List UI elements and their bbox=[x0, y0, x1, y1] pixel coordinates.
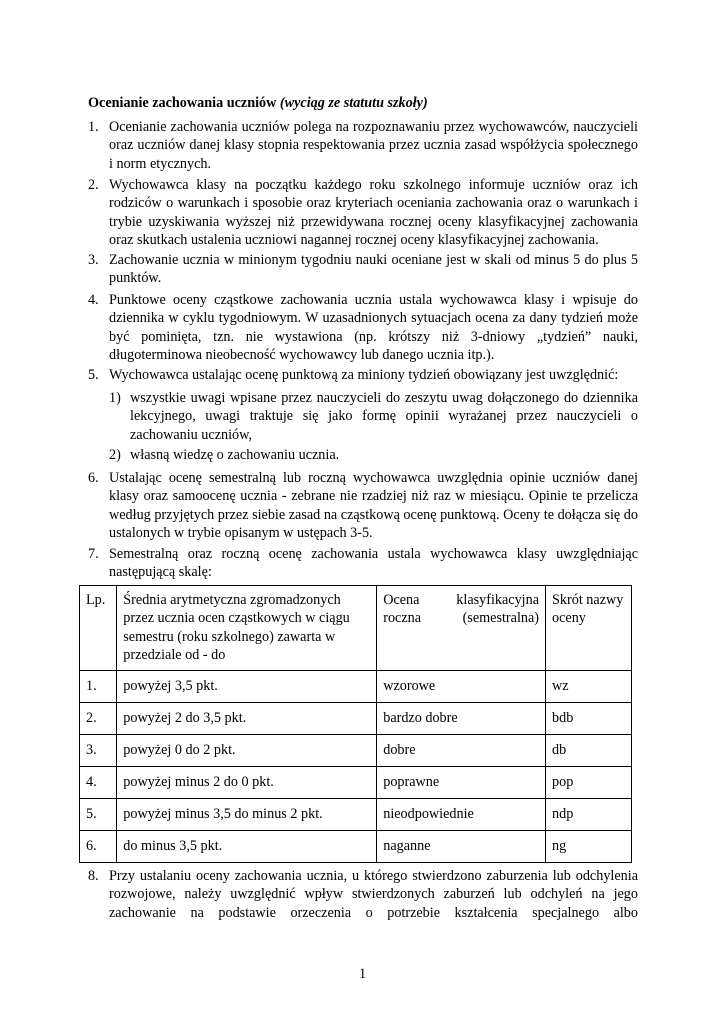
page-number: 1 bbox=[358, 966, 367, 982]
table-row bbox=[80, 830, 632, 862]
cell-grade: bardzo dobre bbox=[377, 702, 546, 734]
cell-range: powyżej 3,5 pkt. bbox=[117, 670, 377, 702]
sub-list-item bbox=[109, 389, 638, 444]
item-number: 3. bbox=[88, 252, 99, 268]
item-text: Przy ustalaniu oceny zachowania ucznia, u którego stwierdzono zaburzenia lub odchylenia rozwojowe, należy uwzględnić wpływ stwierdzonych zaburzeń lub odchyleń na jego zachowanie na podstawie orzeczenia o potrzebie kształcenia specjalnego albo bbox=[109, 868, 638, 921]
table-row bbox=[80, 734, 632, 766]
item-number: 7. bbox=[88, 546, 99, 562]
item-number: 6. bbox=[88, 470, 99, 486]
list-item bbox=[88, 867, 638, 922]
sub-item-number: 1) bbox=[109, 390, 121, 406]
item-number: 4. bbox=[88, 292, 99, 308]
cell-abbrev: ndp bbox=[546, 798, 632, 830]
table-row bbox=[80, 798, 632, 830]
sub-item-text: własną wiedzę o zachowaniu ucznia. bbox=[130, 447, 340, 463]
item-number: 2. bbox=[88, 177, 99, 193]
sub-list-item bbox=[109, 446, 638, 464]
item-text: Ocenianie zachowania uczniów polega na rozpoznawaniu przez wychowawców, nauczycieli oraz uczniów danej klasy stopnia respektowania przez ucznia zasad współżycia społecznego i norm etycznych. bbox=[109, 119, 638, 172]
cell-lp: 5. bbox=[80, 798, 117, 830]
cell-grade: naganne bbox=[377, 830, 546, 862]
cell-abbrev: pop bbox=[546, 766, 632, 798]
cell-lp: 6. bbox=[80, 830, 117, 862]
header-cell-abbrev: Skrót nazwy oceny bbox=[546, 586, 632, 671]
list-item bbox=[88, 118, 638, 173]
item-text: Punktowe oceny cząstkowe zachowania ucznia ustala wychowawca klasy i wpisuje do dziennika w cyklu tygodniowym. W uzasadnionych sytuacjach ocena za dany tydzień może być pominięta, tzn. nie wystawiona (np. krótszy niż 3-dniowy „tydzień” nauki, długoterminowa nieobecność wychowawcy lub danego ucznia itp.). bbox=[109, 292, 638, 364]
list-item bbox=[88, 176, 638, 250]
list-item bbox=[88, 251, 638, 288]
table-row bbox=[80, 766, 632, 798]
title-main: Ocenianie zachowania uczniów bbox=[88, 95, 277, 111]
item-number: 1. bbox=[88, 119, 99, 135]
cell-grade: wzorowe bbox=[377, 670, 546, 702]
sub-item-text: wszystkie uwagi wpisane przez nauczycieli do zeszytu uwag dołączonego do dziennika lekcyjnego, uwagi traktuje się jako formę opinii wyrażanej przez nauczycieli o zachowaniu uczniów, bbox=[130, 390, 638, 443]
table-header-row bbox=[80, 586, 632, 671]
cell-range: do minus 3,5 pkt. bbox=[117, 830, 377, 862]
item-text: Wychowawca ustalając ocenę punktową za miniony tydzień obowiązany jest uwzględnić: bbox=[109, 367, 619, 383]
cell-lp: 3. bbox=[80, 734, 117, 766]
cell-lp: 1. bbox=[80, 670, 117, 702]
cell-range: powyżej 0 do 2 pkt. bbox=[117, 734, 377, 766]
cell-abbrev: db bbox=[546, 734, 632, 766]
cell-abbrev: wz bbox=[546, 670, 632, 702]
cell-abbrev: bdb bbox=[546, 702, 632, 734]
item-number: 8. bbox=[88, 868, 99, 884]
table-row bbox=[80, 702, 632, 734]
list-item bbox=[88, 469, 638, 543]
list-item bbox=[88, 291, 638, 365]
header-cell-lp: Lp. bbox=[80, 586, 117, 671]
list-item bbox=[88, 366, 638, 384]
cell-range: powyżej 2 do 3,5 pkt. bbox=[117, 702, 377, 734]
item-text: Zachowanie ucznia w minionym tygodniu nauki oceniane jest w skali od minus 5 do plus 5 punktów. bbox=[109, 252, 638, 287]
cell-abbrev: ng bbox=[546, 830, 632, 862]
cell-range: powyżej minus 3,5 do minus 2 pkt. bbox=[117, 798, 377, 830]
table-row bbox=[80, 670, 632, 702]
cell-lp: 4. bbox=[80, 766, 117, 798]
cell-grade: poprawne bbox=[377, 766, 546, 798]
cell-range: powyżej minus 2 do 0 pkt. bbox=[117, 766, 377, 798]
item-text: Wychowawca klasy na początku każdego roku szkolnego informuje uczniów oraz ich rodziców o warunkach i sposobie oraz kryteriach oceniania zachowania oraz o warunkach i trybie uzyskiwania wyższej niż przewidywana rocznej oceny klasyfikacyjnej zachowania oraz skutkach ustalenia uczniowi nagannej rocznej oceny klasyfikacyjnej zachowania. bbox=[109, 177, 638, 249]
header-cell-grade: Ocena klasyfikacyjna roczna (semestralna) bbox=[377, 586, 546, 671]
cell-grade: nieodpowiednie bbox=[377, 798, 546, 830]
grading-scale-table bbox=[79, 585, 632, 863]
header-cell-average: Średnia arytmetyczna zgromadzonych przez ucznia ocen cząstkowych w ciągu semestru (roku szkolnego) zawarta w przedziale od - do bbox=[117, 586, 377, 671]
item-number: 5. bbox=[88, 367, 99, 383]
document-title bbox=[88, 95, 428, 112]
sub-item-number: 2) bbox=[109, 447, 121, 463]
item-text: Semestralną oraz roczną ocenę zachowania ustala wychowawca klasy uwzględniając następującą skalę: bbox=[109, 546, 638, 581]
cell-grade: dobre bbox=[377, 734, 546, 766]
list-item bbox=[88, 545, 638, 582]
item-text: Ustalając ocenę semestralną lub roczną wychowawca uwzględnia opinie uczniów danej klasy oraz samoocenę ucznia - zebrane nie rzadziej niż raz w miesiącu. Opinie te przelicza według przyjętych przez siebie zasad na cząstkową ocenę punktową. Oceny te dołącza się do ustalonych w trybie opisanym w ustępach 3-5. bbox=[109, 470, 638, 542]
title-subtitle: (wyciąg ze statutu szkoły) bbox=[279, 95, 428, 111]
cell-lp: 2. bbox=[80, 702, 117, 734]
